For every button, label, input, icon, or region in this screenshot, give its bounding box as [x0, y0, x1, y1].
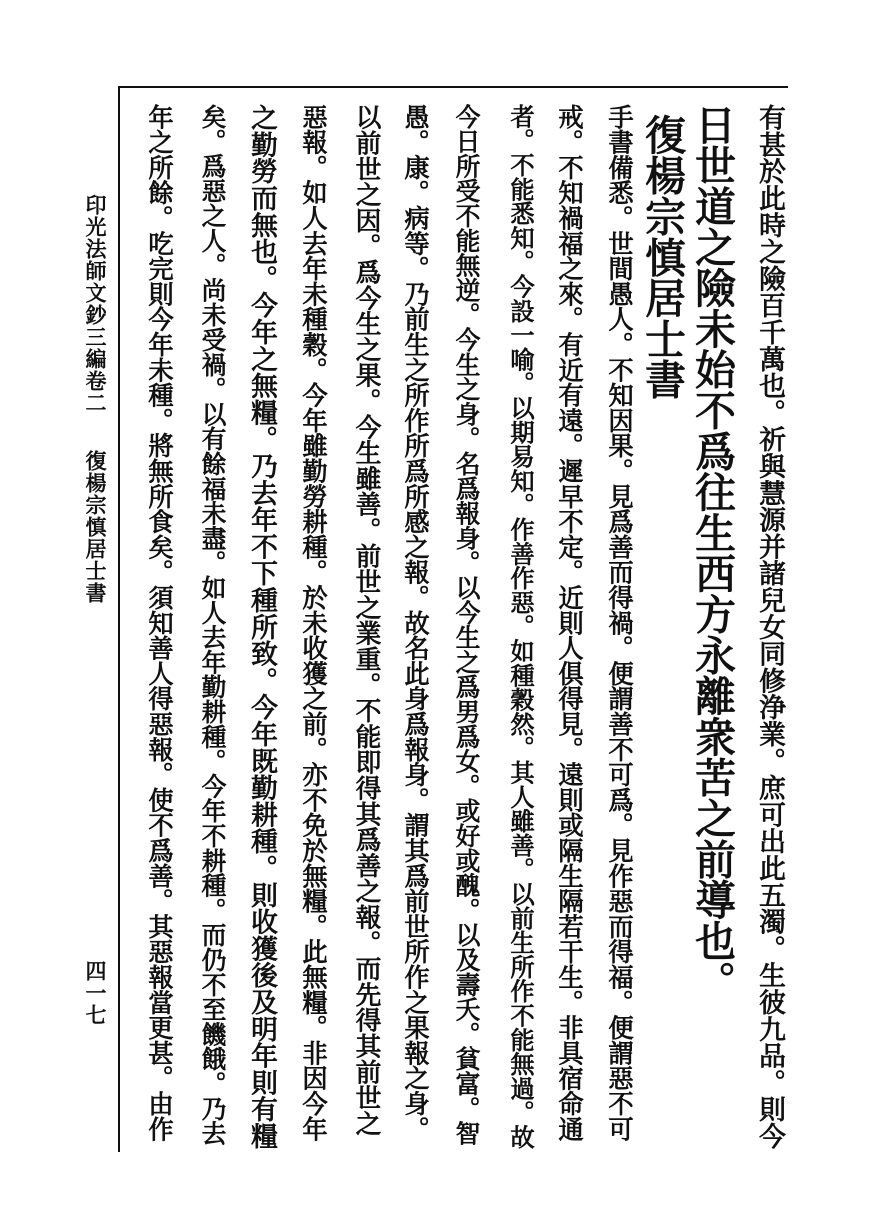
text-line-6: 者。不能悉知。今設一喻。以期易知。作善作惡。如種穀然。其人雖善。以前生所作不能無過。故 — [506, 104, 535, 1149]
page-number: 四一七 — [83, 960, 108, 1026]
text-line-11: 之勤勞而無也。今年之無糧。乃去年不下種所致。今年既勤耕種。則收獲後及明年則有糧 — [246, 104, 277, 1150]
letter-title: 復楊宗慎居士書 — [638, 114, 686, 400]
book-title: 印光法師文鈔三編卷二 — [83, 194, 108, 414]
text-line-4: 手書備悉。世間愚人。不知因果。見爲善而得禍。便謂善不可爲。見作惡而得福。便謂惡不可 — [605, 104, 635, 1142]
text-line-2: 日世道之險未始不爲往生西方永離衆苦之前導也。 — [688, 104, 736, 1002]
text-line-9: 以前世之因。爲今生之果。今生雖善。前世之業重。不能即得其爲善之報。而先得其前世之 — [351, 104, 381, 1136]
text-line-1: 有甚於此時之險百千萬也。祈與慧源并諸兒女同修浄業。庶可出此五濁。生彼九品。則今 — [754, 104, 785, 1150]
section-title: 復楊宗慎居士書 — [83, 450, 108, 604]
text-line-12: 矣。爲惡之人。尚未受禍。以有餘福未盡。如人去年勤耕種。今年不耕種。而仍不至饑餓。乃去 — [198, 104, 227, 1146]
text-line-10: 惡報。如人去年未種穀。今年雖勤勞耕種。於未收獲之前。亦不免於無糧。此無糧。非因今年 — [299, 104, 329, 1142]
top-border-rule — [118, 86, 788, 88]
left-border-rule — [118, 86, 120, 1152]
text-line-5: 戒。不知禍福之來。有近有遠。遲早不定。近則人俱得見。遠則或隔生隔若干生。非具宿命通 — [555, 104, 585, 1142]
text-line-7: 今日所受不能無逆。今生之身。名爲報身。以今生之爲男爲女。或好或醜。以及壽夭。貧富。智 — [452, 104, 481, 1146]
text-line-13: 年之所餘。吃完則今年未種。將無所食矣。須知善人得惡報。使不爲善。其惡報當更甚。由作 — [145, 104, 175, 1142]
text-line-8: 愚。康。病等。乃前生之所作所爲所感之報。故名此身爲報身。謂其爲前世所作之果報之身。 — [401, 104, 431, 1142]
